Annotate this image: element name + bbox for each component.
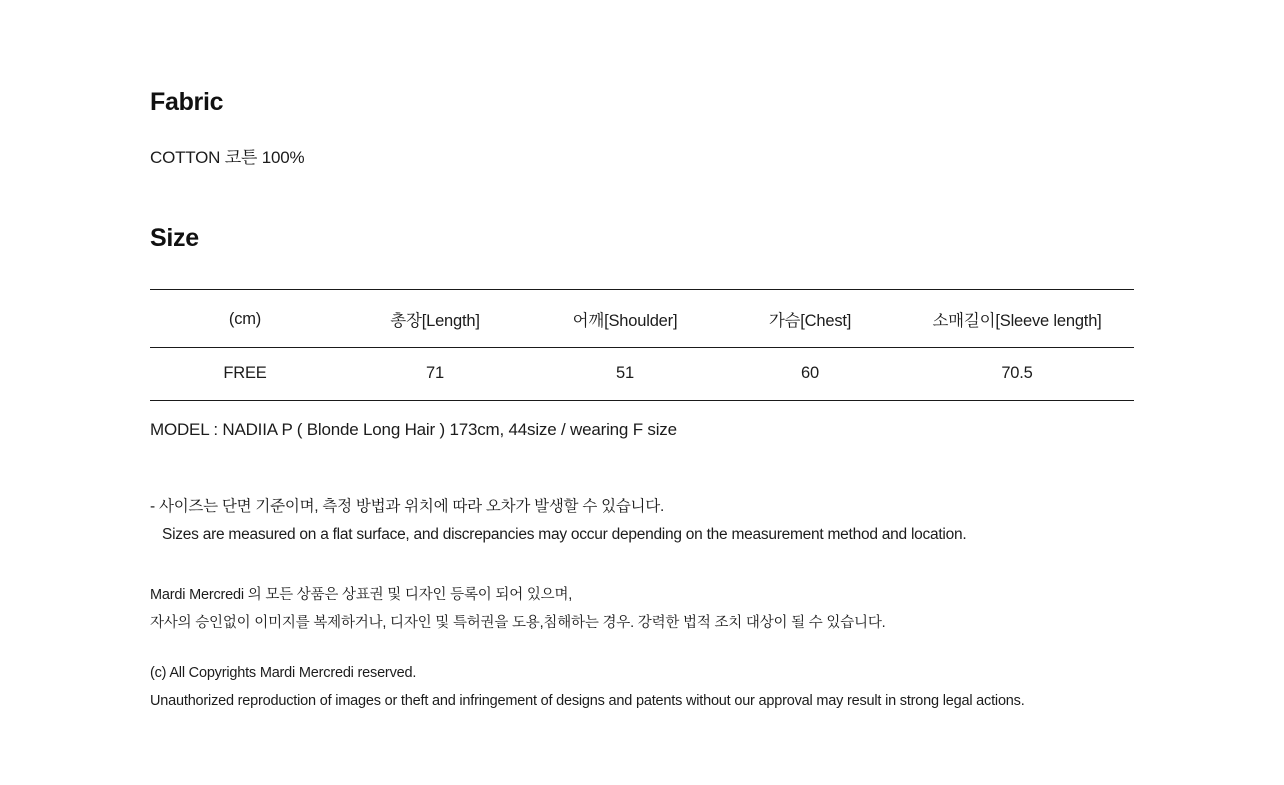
copyright-note-korean-line-1: Mardi Mercredi 의 모든 상품은 상표권 및 디자인 등록이 되어 있으며,	[150, 587, 573, 604]
fabric-heading: Fabric	[150, 88, 224, 116]
size-table-cell: 60	[720, 348, 900, 401]
spacer	[150, 638, 1134, 660]
size-heading: Size	[150, 224, 199, 252]
size-table-header-cell: 소매길이[Sleeve length]	[900, 290, 1134, 348]
size-table	[150, 289, 1134, 401]
measurement-note-english: Sizes are measured on a flat surface, and discrepancies may occur depending on the measurement method and location.	[162, 525, 967, 543]
copyright-note-english-line-1: (c) All Copyrights Mardi Mercredi reserved.	[150, 664, 417, 681]
size-table-header-cell: 어깨[Shoulder]	[530, 290, 720, 348]
table-row	[150, 348, 1134, 401]
size-table-cell: 71	[340, 348, 530, 401]
copyright-note-english-line-2: Unauthorized reproduction of images or theft and infringement of designs and patents without our approval may result in strong legal actions.	[150, 692, 1025, 709]
measurement-note-korean: - 사이즈는 단면 기준이며, 측정 방법과 위치에 따라 오차가 발생할 수 있습니다.	[150, 498, 665, 515]
size-table-header-cell: (cm)	[150, 290, 340, 348]
size-table-cell: FREE	[150, 348, 340, 401]
fabric-composition-text: COTTON 코튼 100%	[150, 148, 305, 167]
size-table-cell: 51	[530, 348, 720, 401]
spacer	[150, 548, 1134, 582]
size-table-header-cell: 총장[Length]	[340, 290, 530, 348]
notes-section	[150, 440, 1134, 715]
size-table-header-row	[150, 290, 1134, 348]
size-table-cell: 70.5	[900, 348, 1134, 401]
size-table-header-cell: 가슴[Chest]	[720, 290, 900, 348]
model-info-text: MODEL : NADIIA P ( Blonde Long Hair ) 173cm, 44size / wearing F size	[150, 420, 677, 439]
copyright-note-korean-line-2: 자사의 승인없이 이미지를 복제하거나, 디자인 및 특허권을 도용,침해하는 경우. 강력한 법적 조치 대상이 될 수 있습니다.	[150, 614, 886, 631]
